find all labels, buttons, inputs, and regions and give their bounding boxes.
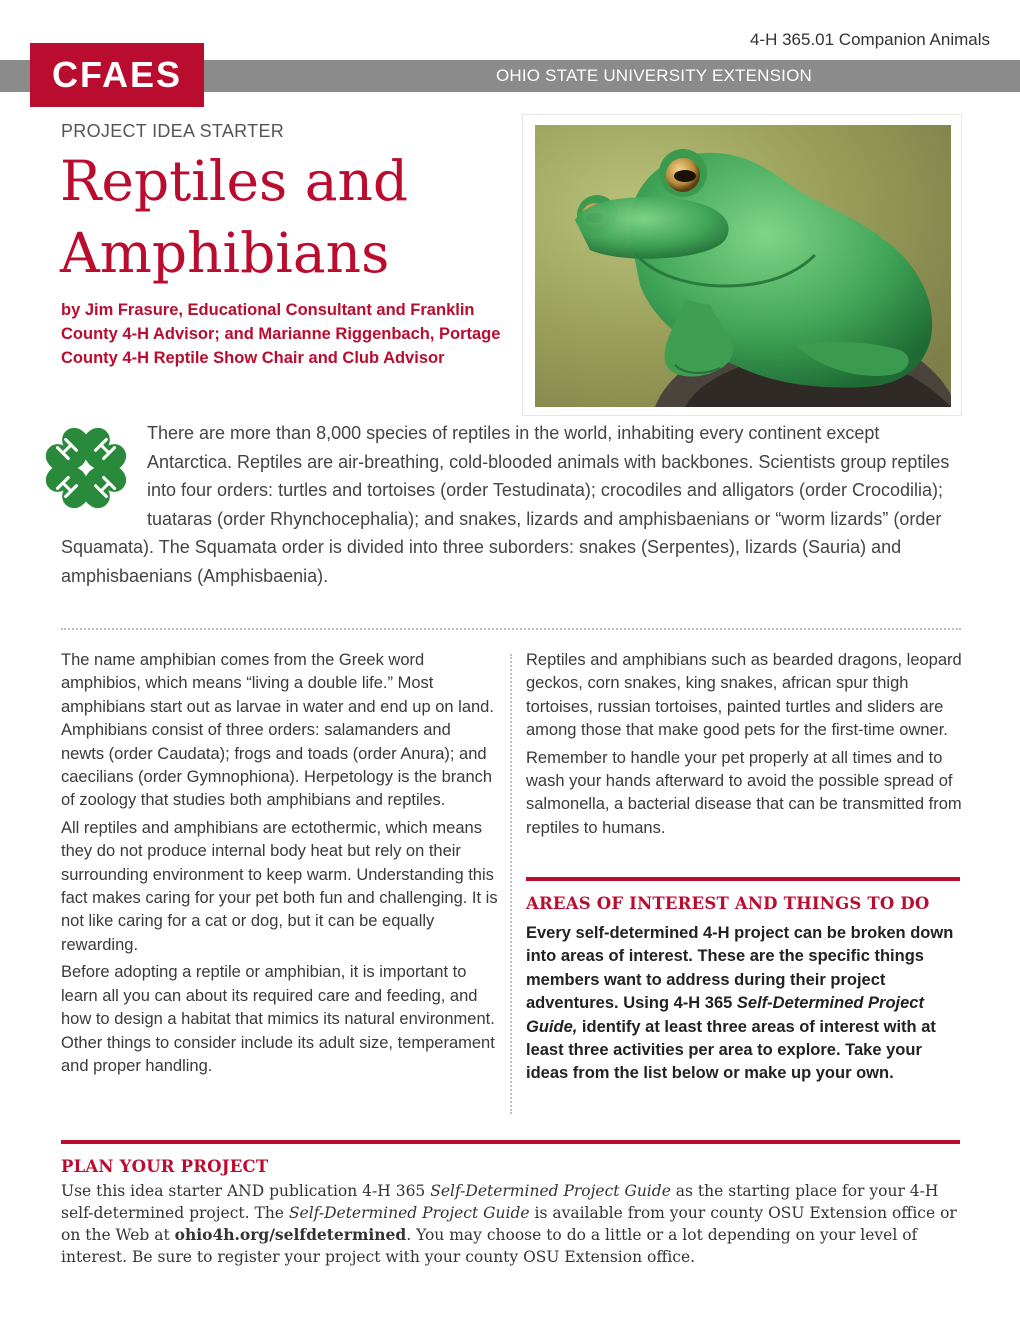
frog-photo — [535, 125, 951, 407]
areas-body — [526, 922, 962, 1086]
publication-code: 4-H 365.01 Companion Animals — [749, 30, 990, 49]
right-column — [526, 649, 962, 844]
plan-heading: PLAN YOUR PROJECT — [61, 1157, 269, 1176]
areas-body-guide-title: Self-Determined Project Guide, — [526, 994, 924, 1036]
plan-body — [61, 1180, 961, 1268]
intro-text: There are more than 8,000 species of reptiles in the world, inhabiting every continent except Antarctica. Reptiles are air-breathing, cold-blooded animals with backbones. Scientists group reptiles into four orders: turtles and tortoises (order Testudinata); crocodiles and alligators (order Crocodilia); tuataras (order Rhynchocephalia); and snakes, lizards and amphisbaenians or “worm lizards” (order Squamata). The Squamata order is divided into three suborders: snakes (Serpentes), lizards (Sauria) and amphisbaenians (Amphisbaenia). — [61, 423, 950, 586]
plan-guide-title-2: Self-Determined Project Guide — [288, 1204, 530, 1222]
plan-text-4: . You may choose to do a little or a lot depending on your level of interest. Be sure to register your project with your county OSU Extension office. — [61, 1226, 918, 1266]
plan-text-3: is available from your county OSU Extension office or on the Web at — [61, 1204, 957, 1244]
clover-float-space — [61, 419, 147, 531]
plan-guide-title-1: Self-Determined Project Guide — [430, 1182, 671, 1200]
cfaes-logo-text: CFAES — [51, 54, 183, 95]
project-kicker: PROJECT IDEA STARTER — [61, 121, 285, 141]
plan-text-2: as the starting place for your 4-H self-determined project. The — [61, 1182, 939, 1222]
right-paragraph-2: Remember to handle your pet properly at all times and to wash your hands afterward to avoid the possible spread of salmonella, a bacterial disease that can be transmitted from reptiles to humans. — [526, 748, 962, 837]
cfaes-logo — [30, 43, 204, 107]
left-paragraph-3: Before adopting a reptile or amphibian, it is important to learn all you can about its required care and feeding, and how to design a habitat that mimics its natural environment. Other things to consider include its adult size, temperament and proper handling. — [61, 963, 495, 1075]
plan-text-1: Use this idea starter AND publication 4-H 365 — [61, 1182, 431, 1200]
right-paragraph-1: Reptiles and amphibians such as bearded dragons, leopard geckos, corn snakes, king snakes, african spur thigh tortoises, russian tortoises, painted turtles and sliders are among those that make good pets for the first-time owner. — [526, 651, 962, 740]
plan-web-link[interactable]: ohio4h.org/selfdetermined — [174, 1225, 407, 1244]
areas-body-b: identify at least three areas of interest with at least three activities per area to explore. Take your ideas from the list below or make up your own. — [526, 1017, 936, 1083]
areas-heading: AREAS OF INTEREST AND THINGS TO DO — [526, 894, 930, 913]
frog-photo-frame — [522, 114, 962, 416]
intro-paragraph — [61, 419, 961, 590]
column-divider — [510, 654, 512, 1114]
left-paragraph-1: The name amphibian comes from the Greek word amphibios, which means “living a double life.” Most amphibians start out as larvae in water and end up on land. Amphibians consist of three orders: salamanders and newts (order Caudata); frogs and toads (order Anura); and caecilians (order Gymnophiona). Herpetology is the branch of zoology that studies both amphibians and reptiles. — [61, 651, 494, 810]
left-paragraph-2: All reptiles and amphibians are ectothermic, which means they do not produce internal body heat but rely on their surrounding environment to keep warm. Understanding this fact makes caring for your pet both fun and challenging. It is not like caring for a cat or dog, but it can be equally rewarding. — [61, 818, 498, 954]
areas-body-a: Every self-determined 4-H project can be broken down into areas of interest. These are the specific things members want to address during their project adventures. Using 4-H 365 — [526, 924, 954, 1013]
left-column — [61, 649, 498, 1082]
page-title: Reptiles and Amphibians — [60, 149, 409, 285]
extension-name: OHIO STATE UNIVERSITY EXTENSION — [495, 66, 812, 85]
plan-rule — [61, 1140, 960, 1144]
section-divider — [61, 628, 961, 630]
areas-rule — [526, 877, 960, 881]
byline: by Jim Frasure, Educational Consultant and Franklin County 4-H Advisor; and Marianne Riggenbach, Portage County 4-H Reptile Show Chair and Club Advisor — [61, 301, 501, 367]
